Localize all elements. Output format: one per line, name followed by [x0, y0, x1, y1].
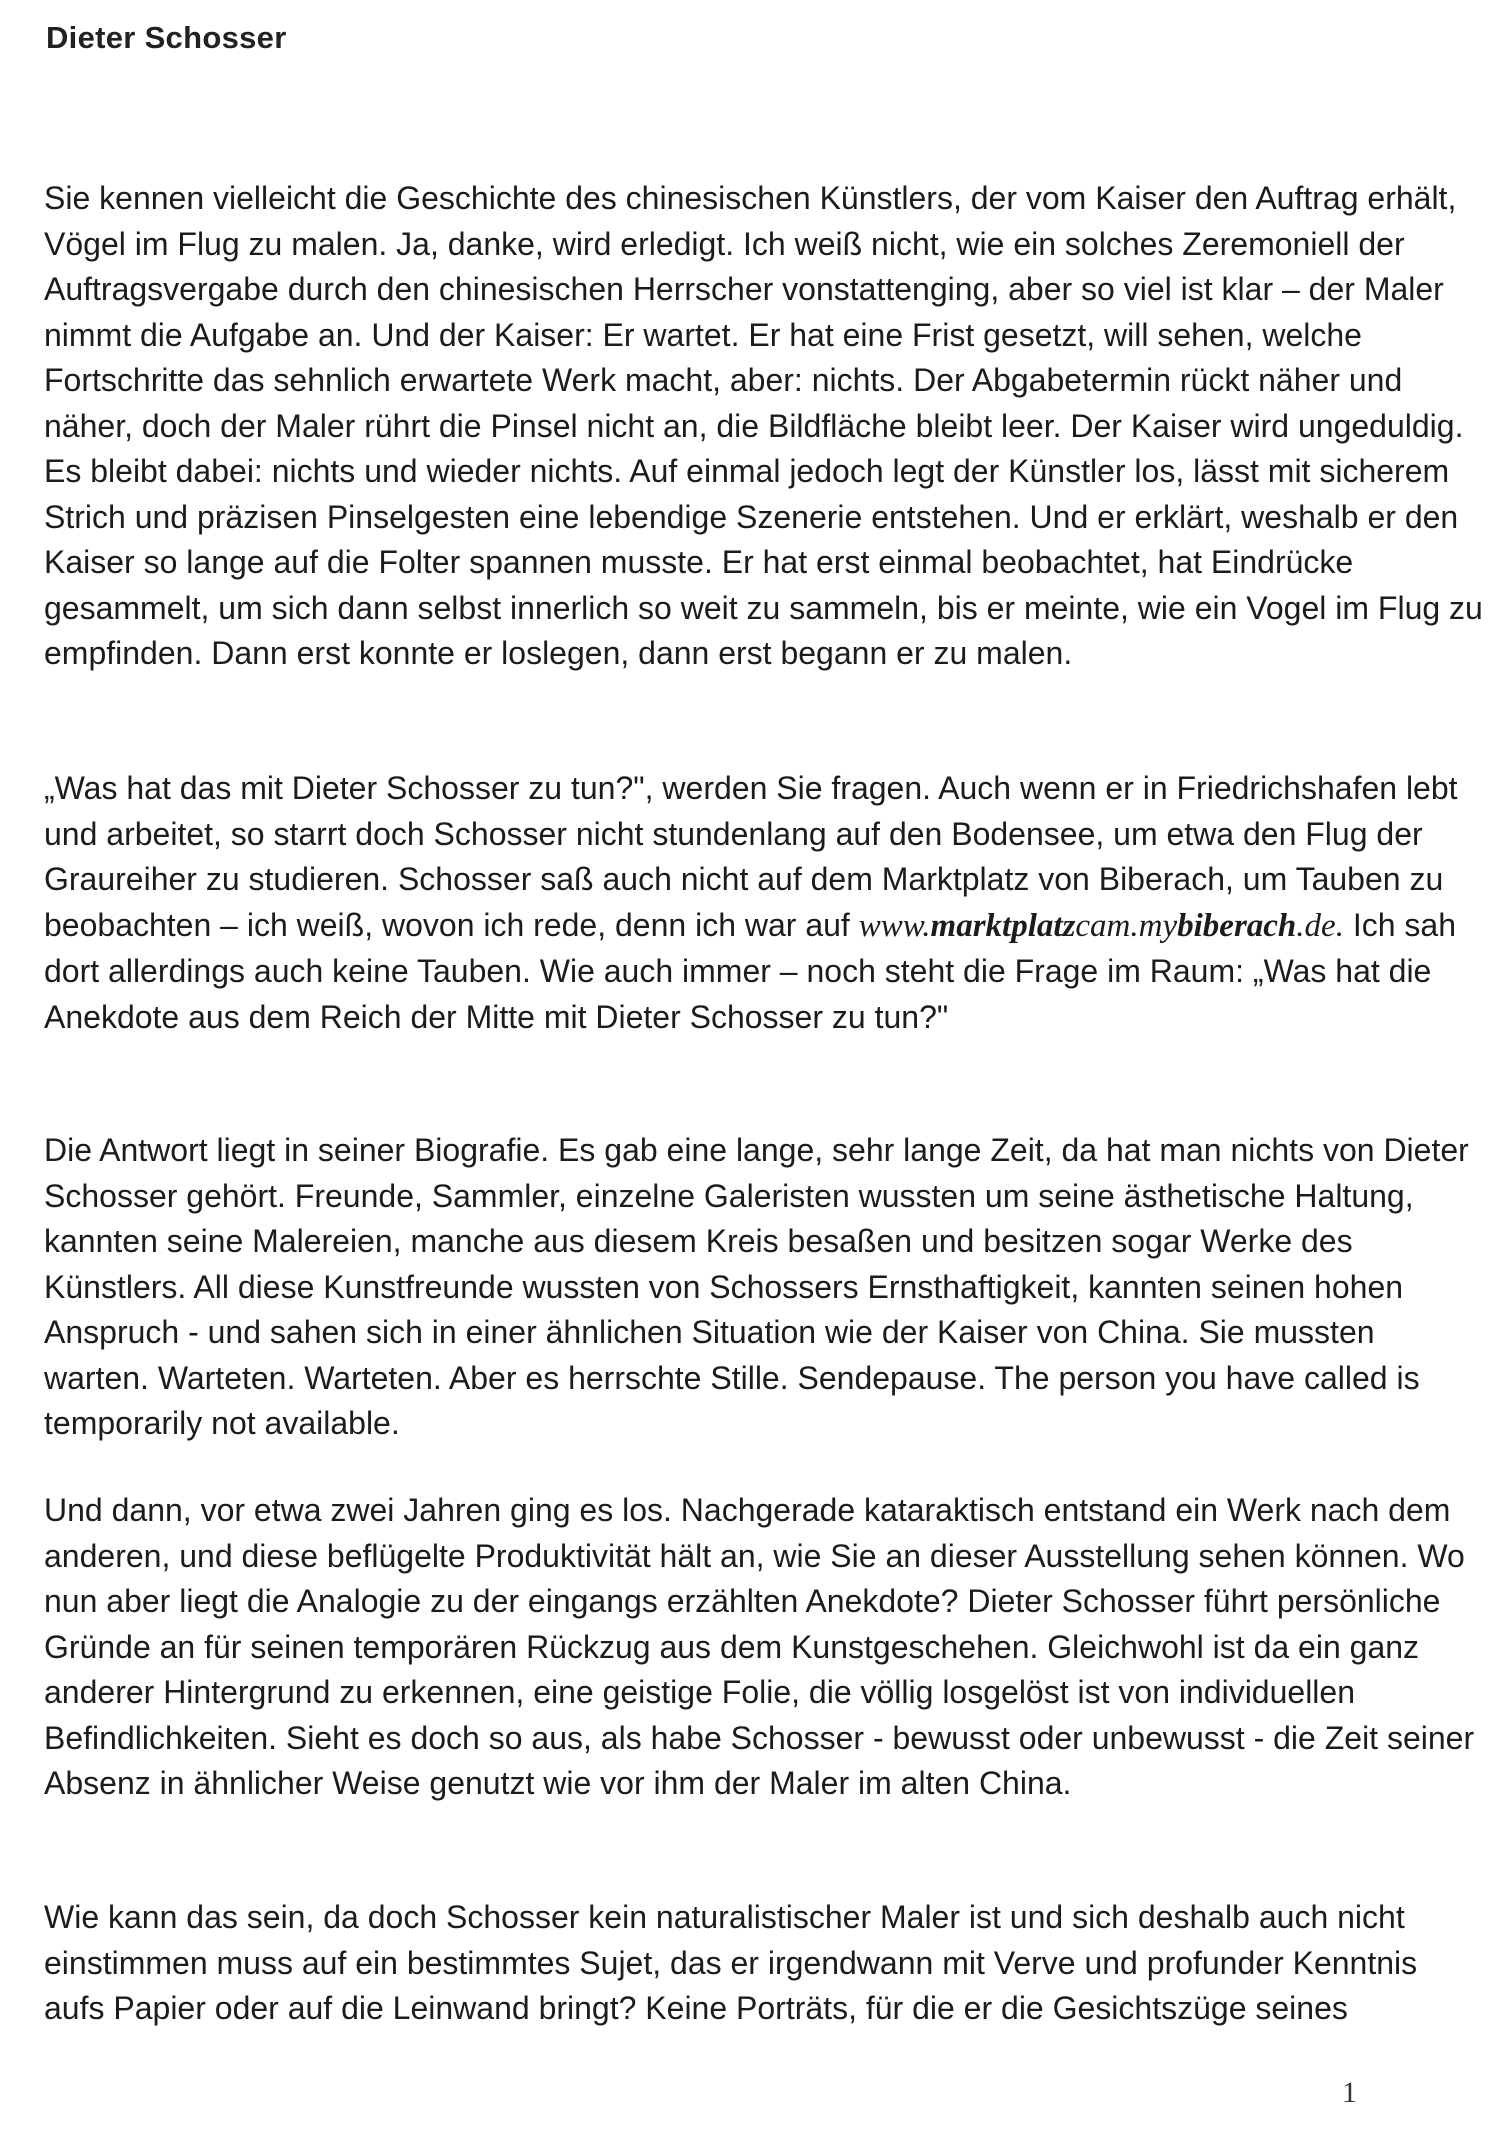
- page-number: 1: [1342, 2076, 1357, 2109]
- paragraph-2-text-after-url: Ich sah dort allerdings auch keine Tauben. Wie auch immer – noch steht die Frage im Raum: „Was hat die Anekdote aus dem Reich der Mitte mit Dieter Schosser zu tun?": [44, 906, 1457, 1035]
- paragraph-3: Die Antwort liegt in seiner Biografie. Es gab eine lange, sehr lange Zeit, da hat man nichts von Dieter Schosser gehört. Freunde, Sammler, einzelne Galeristen wussten um seine ästhetische Haltung, kannten seine Malereien, manche aus diesem Kreis besaßen und besitzen sogar Werke des Künstlers. All diese Kunstfreunde wussten von Schossers Ernsthaftigkeit, kannten seinen hohen Anspruch - und sahen sich in einer ähnlichen Situation wie der Kaiser von China. Sie mussten warten. Warteten. Warteten. Aber es herrschte Stille. Sendepause. The person you have called is temporarily not available.: [44, 1132, 1469, 1441]
- paragraph-5: Wie kann das sein, da doch Schosser kein naturalistischer Maler ist und sich deshalb auch nicht einstimmen muss auf ein bestimmtes Sujet, das er irgendwann mit Verve und profunder Kenntnis aufs Papier oder auf die Leinwand bringt? Keine Porträts, für die er die Gesichtszüge seines: [44, 1899, 1418, 2026]
- document-title: Dieter Schosser: [46, 20, 287, 55]
- paragraph-2-text-before-url: „Was hat das mit Dieter Schosser zu tun?", werden Sie fragen. Auch wenn er in Friedrichshafen lebt und arbeitet, so starrt doch Schosser nicht stundenlang auf den Bodensee, um etwa den Flug der Graureiher zu studieren. Schosser saß auch nicht auf dem Marktplatz von Biberach, um Tauben zu beobachten – ich weiß, wovon ich rede, denn ich war auf: [44, 770, 1458, 943]
- paragraph-1: Sie kennen vielleicht die Geschichte des chinesischen Künstlers, der vom Kaiser den Auftrag erhält, Vögel im Flug zu malen. Ja, danke, wird erledigt. Ich weiß nicht, wie ein solches Zeremoniell der Auftragsvergabe durch den chinesischen Herrscher vonstattenging, aber so viel ist klar – der Maler nimmt die Aufgabe an. Und der Kaiser: Er wartet. Er hat eine Frist gesetzt, will sehen, welche Fortschritte das sehnlich erwartete Werk macht, aber: nichts. Der Abgabetermin rückt näher und näher, doch der Maler rührt die Pinsel nicht an, die Bildfläche bleibt leer. Der Kaiser wird ungeduldig. Es bleibt dabei: nichts und wieder nichts. Auf einmal jedoch legt der Künstler los, lässt mit sicherem Strich und präzisen Pinselgesten eine lebendige Szenerie entstehen. Und er erklärt, weshalb er den Kaiser so lange auf die Folter spannen musste. Er hat erst einmal beobachtet, hat Eindrücke gesammelt, um sich dann selbst innerlich so weit zu sammeln, bis er meinte, wie ein Vogel im Flug zu empfinden. Dann erst konnte er loslegen, dann erst begann er zu malen.: [44, 180, 1483, 671]
- paragraph-4: Und dann, vor etwa zwei Jahren ging es los. Nachgerade kataraktisch entstand ein Werk nach dem anderen, und diese beflügelte Produktivität hält an, wie Sie an dieser Ausstellung sehen können. Wo nun aber liegt die Analogie zu der eingangs erzählten Anekdote? Dieter Schosser führt persönliche Gründe an für seinen temporären Rückzug aus dem Kunstgeschehen. Gleichwohl ist da ein ganz anderer Hintergrund zu erkennen, eine geistige Folie, die völlig losgelöst ist von individuellen Befindlichkeiten. Sieht es doch so aus, als habe Schosser - bewusst oder unbewusst - die Zeit seiner Absenz in ähnlicher Weise genutzt wie vor ihm der Maler im alten China.: [44, 1492, 1475, 1801]
- paragraph-2: [44, 766, 1484, 1040]
- website-url: www.marktplatzcam.mybiberach.de.: [858, 907, 1344, 944]
